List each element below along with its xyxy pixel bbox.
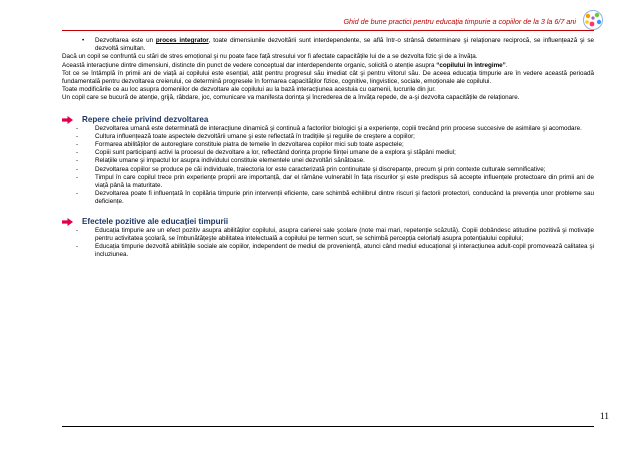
guide-logo-icon [581,9,605,31]
list-item-text: Dezvoltarea poate fi influențată în copilăria timpurie prin intervenții eficiente, care schimbă echilibrul dintre riscuri şi factorii protectori, conducând la prevenția unor probleme sau deficiențe. [95,190,594,206]
intro-bullet-post: , toate dimensiunile dezvoltării sunt interdependente, se află într-o strânsă determinare şi relaționare reciprocă, se influențează şi se dezvoltă simultan. [95,37,594,53]
intro-bullet-pre: Dezvoltarea este un [95,37,156,44]
intro-paragraph-2 [62,62,594,70]
section-1-title: Repere cheie privind dezvoltarea [82,114,209,124]
intro-paragraph-4: Toate modificările ce au loc asupra domeniilor de dezvoltare ale copilului au la bază interacțiunea acestuia cu oamenii, lucrurile din jur. [62,86,436,94]
list-item: - Copiii sunt participanți activi la procesul de dezvoltare a lor, reflectând dorința proprie ființei umane de a explora şi stăpâni mediul; [76,149,456,157]
list-item: - Dezvoltarea copiilor se produce pe căi individuale, traiectoria lor este caracterizată prin continuitate şi discrepanțe, precum şi prin contexte culturale semnificative; [76,165,546,173]
intro-paragraph-5: Un copil care se bucură de atenție, grijă, răbdare, joc, comunicare va manifesta dorința şi încrederea de a învăța repede, de a-şi dezvolta capacitățile de relaționare. [62,94,520,102]
intro-bullet-highlight: proces integrator [155,37,209,44]
footer-divider [62,426,594,427]
list-item: - Dezvoltarea umană este determinată de interacțiune dinamică şi continuă a factorilor biologici şi a experiențe, copiii trecând prin procese succesive de asimilare şi acomodare. [76,124,582,132]
bullet-dot-icon: • [82,37,85,44]
list-item-text: Dezvoltarea copiilor se produce pe căi individuale, traiectoria lor este caracterizată prin continuitate şi discrepanțe, precum şi prin contexte culturale semnificative; [95,165,546,173]
list-item-text: Copiii sunt participanți activi la procesul de dezvoltare a lor, reflectând dorința proprie ființei umane de a explora şi stăpâni mediul; [95,149,456,157]
header-divider [62,30,594,31]
list-item-text: Dezvoltarea umană este determinată de interacțiune dinamică şi continuă a factorilor biologici şi a experiențe, copiii trecând prin procese succesive de asimilare şi acomodare. [95,124,582,132]
intro-paragraph-3: Tot ce se întâmplă în primii ani de viață ai copilului este esențial, atât pentru progresul său imediat cât şi pentru viitorul său. De aceea educația timpurie are în vedere această perioadă fundamentală pentru dezvoltarea creierului, ce determină progresele în formarea capacităților fizice, cognitive, lingvistice, sociale, emoționale ale copilului. [62,69,594,86]
list-item: - Educația timpurie dezvoltă abilitățile sociale ale copiilor, independent de mediul de proveniență, atunci când mediul educațional şi interacțiunea adult-copil promovează calitatea şi incluziunea. [76,243,594,259]
section-2-heading [62,217,594,227]
list-item-text: Relațiile umane şi impactul lor asupra individului constituie elementele unei dezvoltări sănătoase. [95,157,365,165]
intro-paragraph-1: Dacă un copil se confruntă cu stări de stres emoțional şi nu poate face față stresului vor fi afectate capacitățile lui de a se dezvolta fizic şi de a învăța. [62,53,478,61]
list-item-text: Cultura influențează toate aspectele dezvoltării umane şi este reflectată în tradițiile şi regulile de creştere a copiilor; [95,132,415,140]
list-item-text: Formarea abilităților de autoreglare constituie piatra de temelie în dezvoltarea copiilor mici sub toate aspectele; [95,141,404,149]
list-item: - Educația timpurie are un efect pozitiv asupra abilităților copilului, asupra carierei sale şcolare (note mai mari, repetenție scăzută). Copiii dobândesc atitudine pozitivă şi motivație pentru activitatea şcolară, se îmbunătățeşte abilitatea intelectuală a copilului pe termen scurt, se schimbă percepția celorlalți asupra potențialului copilului; [76,226,594,242]
intro-p2-bold: “copilului în întregime” [436,61,506,69]
list-item: - Relațiile umane şi impactul lor asupra individului constituie elementele unei dezvoltări sănătoase. [76,157,365,165]
intro-p2-pre: Această interacțiune dintre dimensiuni, distincte din punct de vedere conceptual dar interdependente organic, solicită o atenție asupra [62,61,437,69]
list-item: - Formarea abilităților de autoreglare constituie piatra de temelie în dezvoltarea copiilor mici sub toate aspectele; [76,141,404,149]
intro-bullet [62,37,594,53]
list-item-text: Educația timpurie are un efect pozitiv asupra abilităților copilului, asupra carierei sale şcolare (note mai mari, repetenție scăzută). Copiii dobândesc atitudine pozitivă şi motivație pentru activitatea şcolară, se îmbunătățeşte abilitatea intelectuală a copilului pe termen scurt, se schimbă percepția celorlalți asupra potențialului copilului; [95,226,594,242]
list-item: - Dezvoltarea poate fi influențată în copilăria timpurie prin intervenții eficiente, care schimbă echilibrul dintre riscuri şi factorii protectori, conducând la prevenția unor probleme sau deficiențe. [76,190,594,206]
arrow-right-icon [62,218,73,226]
page-number: 11 [599,412,609,422]
page-header-title: Ghid de bune practici pentru educația timpurie a copiilor de la 3 la 6/7 ani [343,17,576,26]
arrow-right-icon [62,116,73,124]
list-item: - Timpul în care copilul trece prin experiențe proprii are importanță, dar el rămâne vulnerabil în fața riscurilor şi este predispus să accepte influențele protectoare din primii ani de viață până la maturitate. [76,173,594,190]
intro-p2-post: . [505,61,508,69]
page-content [62,37,594,259]
section-2-title: Efectele pozitive ale educației timpurii [82,216,229,226]
list-item-text: Educația timpurie dezvoltă abilitățile sociale ale copiilor, independent de mediul de proveniență, atunci când mediul educațional şi interacțiunea adult-copil promovează calitatea şi incluziunea. [95,243,594,259]
section-1-heading [62,115,594,125]
list-item-text: Timpul în care copilul trece prin experiențe proprii are importanță, dar el rămâne vulnerabil în fața riscurilor şi este predispus să accepte influențele protectoare din primii ani de viață până la maturitate. [95,173,594,190]
list-item: - Cultura influențează toate aspectele dezvoltării umane şi este reflectată în tradițiile şi regulile de creştere a copiilor; [76,132,415,140]
